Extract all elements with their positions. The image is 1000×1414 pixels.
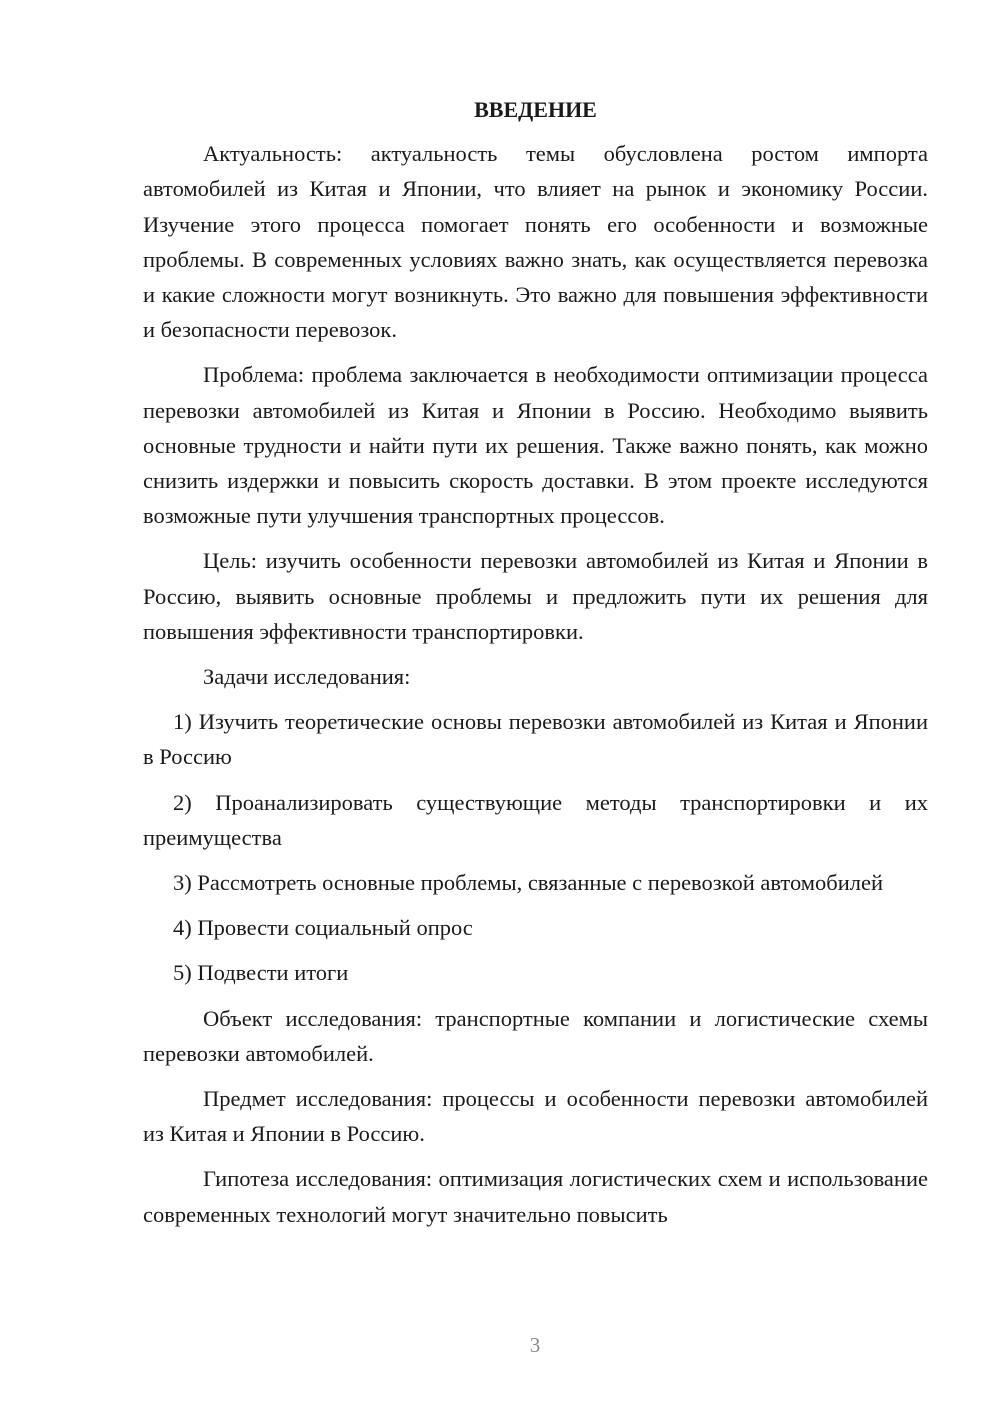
- task-item: 4) Провести социальный опрос: [173, 915, 473, 941]
- paragraph-object: Объект исследования: транспортные компании и логистические схемы перевозки автомобилей.: [143, 1005, 928, 1066]
- document-page: [143, 92, 928, 1242]
- section-title: ВВЕДЕНИЕ: [474, 97, 597, 122]
- paragraph-hypothesis: Гипотеза исследования: оптимизация логистических схем и использование современных технологий могут значительно повысить: [143, 1166, 928, 1227]
- task-item: 2) Проанализировать существующие методы транспортировки и их преимущества: [143, 789, 928, 850]
- paragraph-relevance: Актуальность: актуальность темы обусловлена ростом импорта автомобилей из Китая и Японии, что влияет на рынок и экономику России. Изучение этого процесса помогает понять его особенности и возможные проблемы. В современных условиях важно знать, как осуществляется перевозка и какие сложности могут возникнуть. Это важно для повышения эффективности и безопасности перевозок.: [143, 141, 928, 343]
- paragraph-subject: Предмет исследования: процессы и особенности перевозки автомобилей из Китая и Японии в Россию.: [143, 1086, 928, 1147]
- task-item: 3) Рассмотреть основные проблемы, связанные с перевозкой автомобилей: [173, 870, 884, 896]
- page-number: 3: [529, 1333, 541, 1357]
- task-item: 5) Подвести итоги: [173, 960, 349, 986]
- paragraph-goal: Цель: изучить особенности перевозки автомобилей из Китая и Японии в Россию, выявить основные проблемы и предложить пути их решения для повышения эффективности транспортировки.: [143, 548, 928, 644]
- task-item: 1) Изучить теоретические основы перевозки автомобилей из Китая и Японии в Россию: [143, 709, 928, 770]
- tasks-heading: Задачи исследования:: [203, 664, 411, 690]
- paragraph-problem: Проблема: проблема заключается в необходимости оптимизации процесса перевозки автомобилей из Китая и Японии в Россию. Необходимо выявить основные трудности и найти пути их решения. Также важно понять, как можно снизить издержки и повысить скорость доставки. В этом проекте исследуются возможные пути улучшения транспортных процессов.: [143, 362, 928, 529]
